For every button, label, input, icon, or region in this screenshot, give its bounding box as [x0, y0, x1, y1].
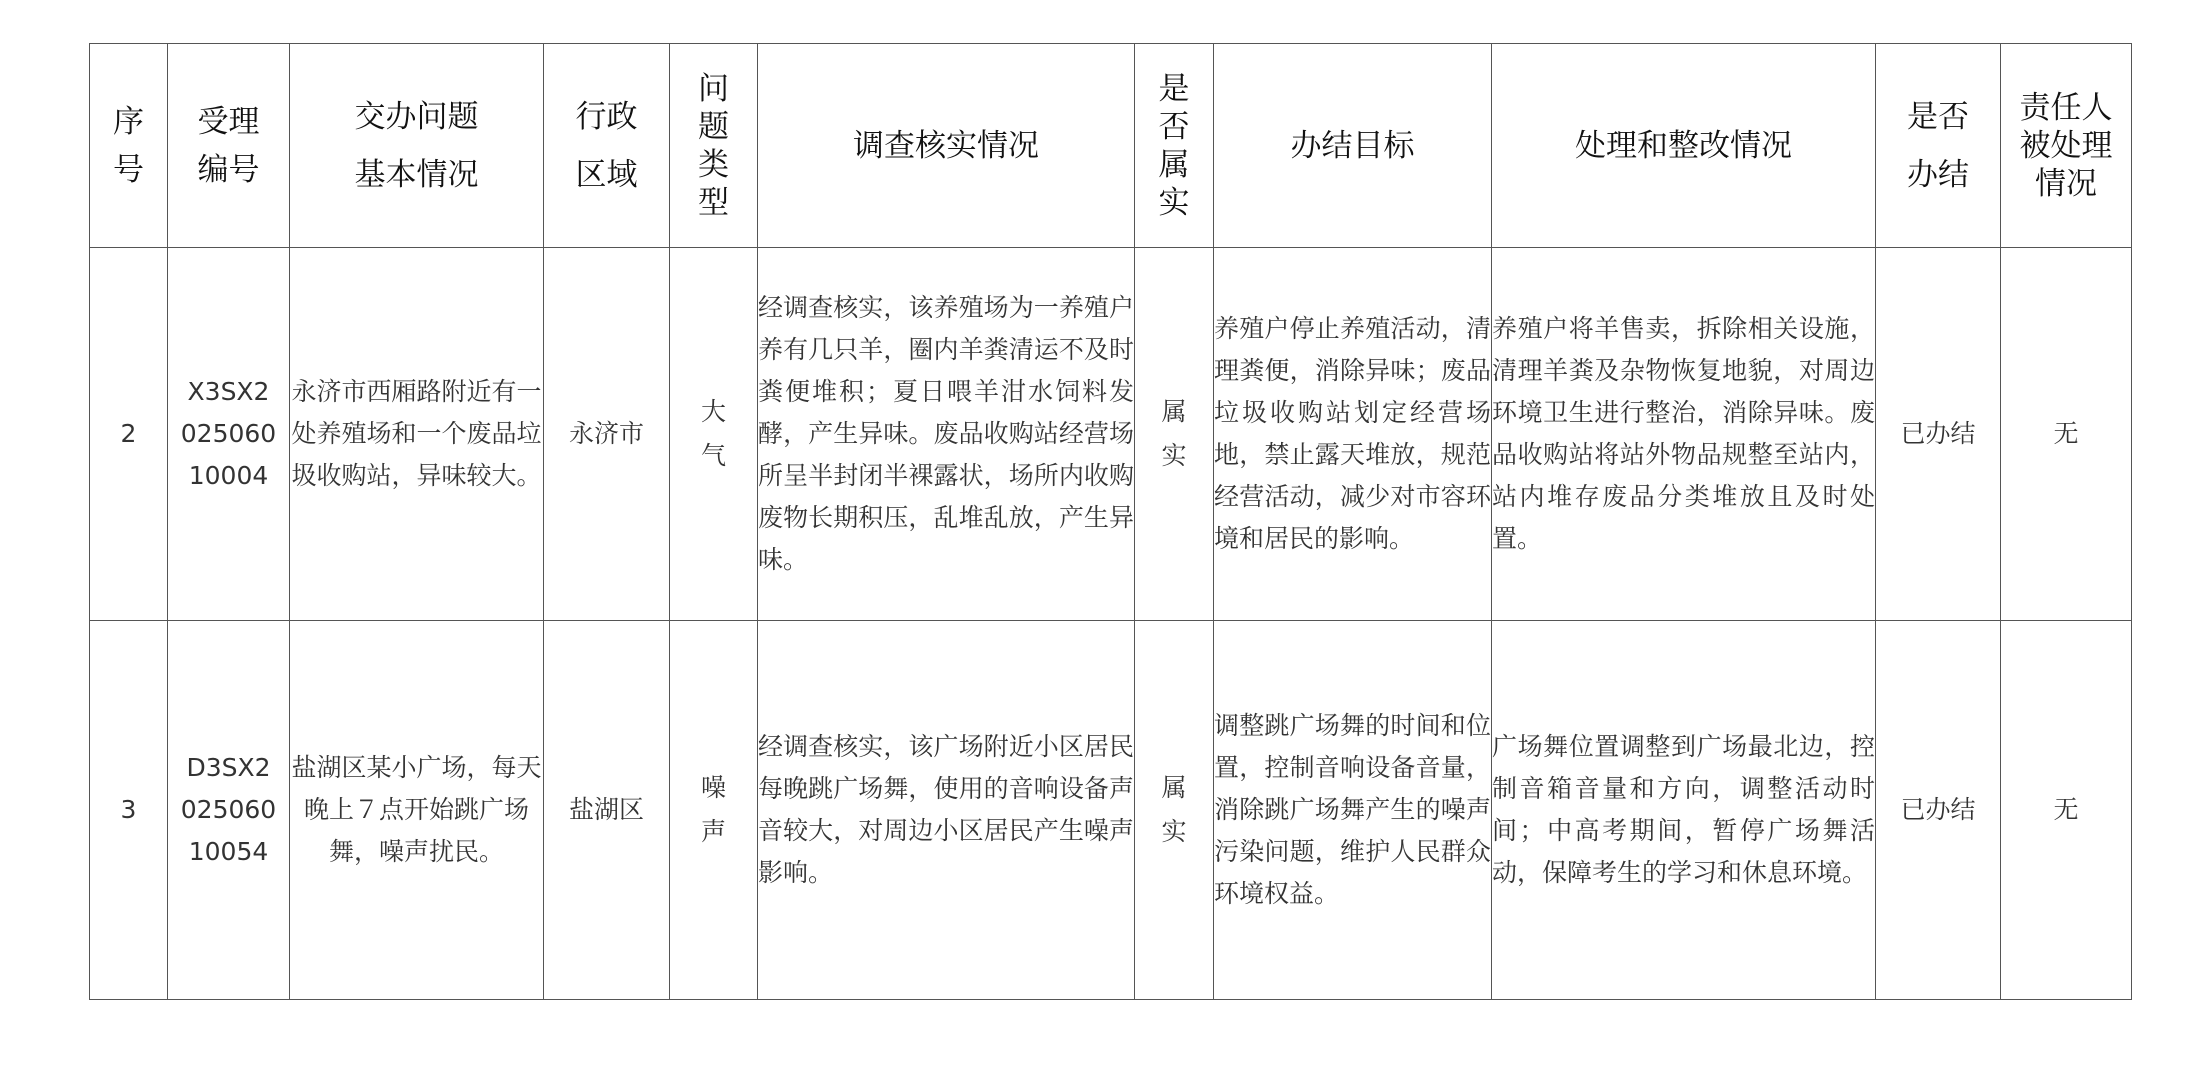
cell-handling: 养殖户将羊售卖，拆除相关设施，清理羊粪及杂物恢复地貌，对周边环境卫生进行整治，消除异味。废品收购站将站外物品规整至站内，站内堆存废品分类堆放且及时处置。	[1492, 248, 1876, 621]
cell-closed: 已办结	[1876, 621, 2001, 1000]
cell-goal: 调整跳广场舞的时间和位置，控制音响设备音量，消除跳广场舞产生的噪声污染问题，维护人民群众环境权益。	[1214, 621, 1492, 1000]
cell-handling: 广场舞位置调整到广场最北边，控制音箱音量和方向，调整活动时间；中高考期间，暂停广场舞活动，保障考生的学习和休息环境。	[1492, 621, 1876, 1000]
header-problem: 交办问题 基本情况	[290, 44, 544, 248]
cell-seq: 2	[90, 248, 168, 621]
case-table	[89, 43, 2132, 1000]
cell-region: 永济市	[544, 248, 670, 621]
cell-investigation: 经调查核实，该养殖场为一养殖户养有几只羊，圈内羊粪清运不及时粪便堆积；夏日喂羊泔水饲料发酵，产生异味。废品收购站经营场所呈半封闭半裸露状，场所内收购废物长期积压，乱堆乱放，产生异味。	[758, 248, 1135, 621]
header-handling: 处理和整改情况	[1492, 44, 1876, 248]
header-seq: 序 号	[90, 44, 168, 248]
cell-responsible: 无	[2001, 248, 2132, 621]
header-investigation: 调查核实情况	[758, 44, 1135, 248]
table-row	[90, 248, 2132, 621]
cell-seq: 3	[90, 621, 168, 1000]
cell-goal: 养殖户停止养殖活动，清理粪便，消除异味；废品垃圾收购站划定经营场地，禁止露天堆放，规范经营活动，减少对市容环境和居民的影响。	[1214, 248, 1492, 621]
header-verified: 是 否 属 实	[1135, 44, 1214, 248]
cell-investigation: 经调查核实，该广场附近小区居民每晚跳广场舞，使用的音响设备声音较大，对周边小区居民产生噪声影响。	[758, 621, 1135, 1000]
cell-region: 盐湖区	[544, 621, 670, 1000]
header-responsible: 责任人 被处理 情况	[2001, 44, 2132, 248]
header-region: 行政 区域	[544, 44, 670, 248]
cell-responsible: 无	[2001, 621, 2132, 1000]
header-code: 受理 编号	[168, 44, 290, 248]
cell-problem: 盐湖区某小广场，每天晚上７点开始跳广场舞，噪声扰民。	[290, 621, 544, 1000]
header-row	[90, 44, 2132, 248]
cell-type: 大 气	[670, 248, 758, 621]
cell-type: 噪 声	[670, 621, 758, 1000]
table-row	[90, 621, 2132, 1000]
cell-verified: 属 实	[1135, 621, 1214, 1000]
cell-code: X3SX2 025060 10004	[168, 248, 290, 621]
header-closed: 是否 办结	[1876, 44, 2001, 248]
cell-verified: 属 实	[1135, 248, 1214, 621]
cell-problem: 永济市西厢路附近有一处养殖场和一个废品垃圾收购站，异味较大。	[290, 248, 544, 621]
cell-code: D3SX2 025060 10054	[168, 621, 290, 1000]
header-goal: 办结目标	[1214, 44, 1492, 248]
header-type: 问 题 类 型	[670, 44, 758, 248]
cell-closed: 已办结	[1876, 248, 2001, 621]
